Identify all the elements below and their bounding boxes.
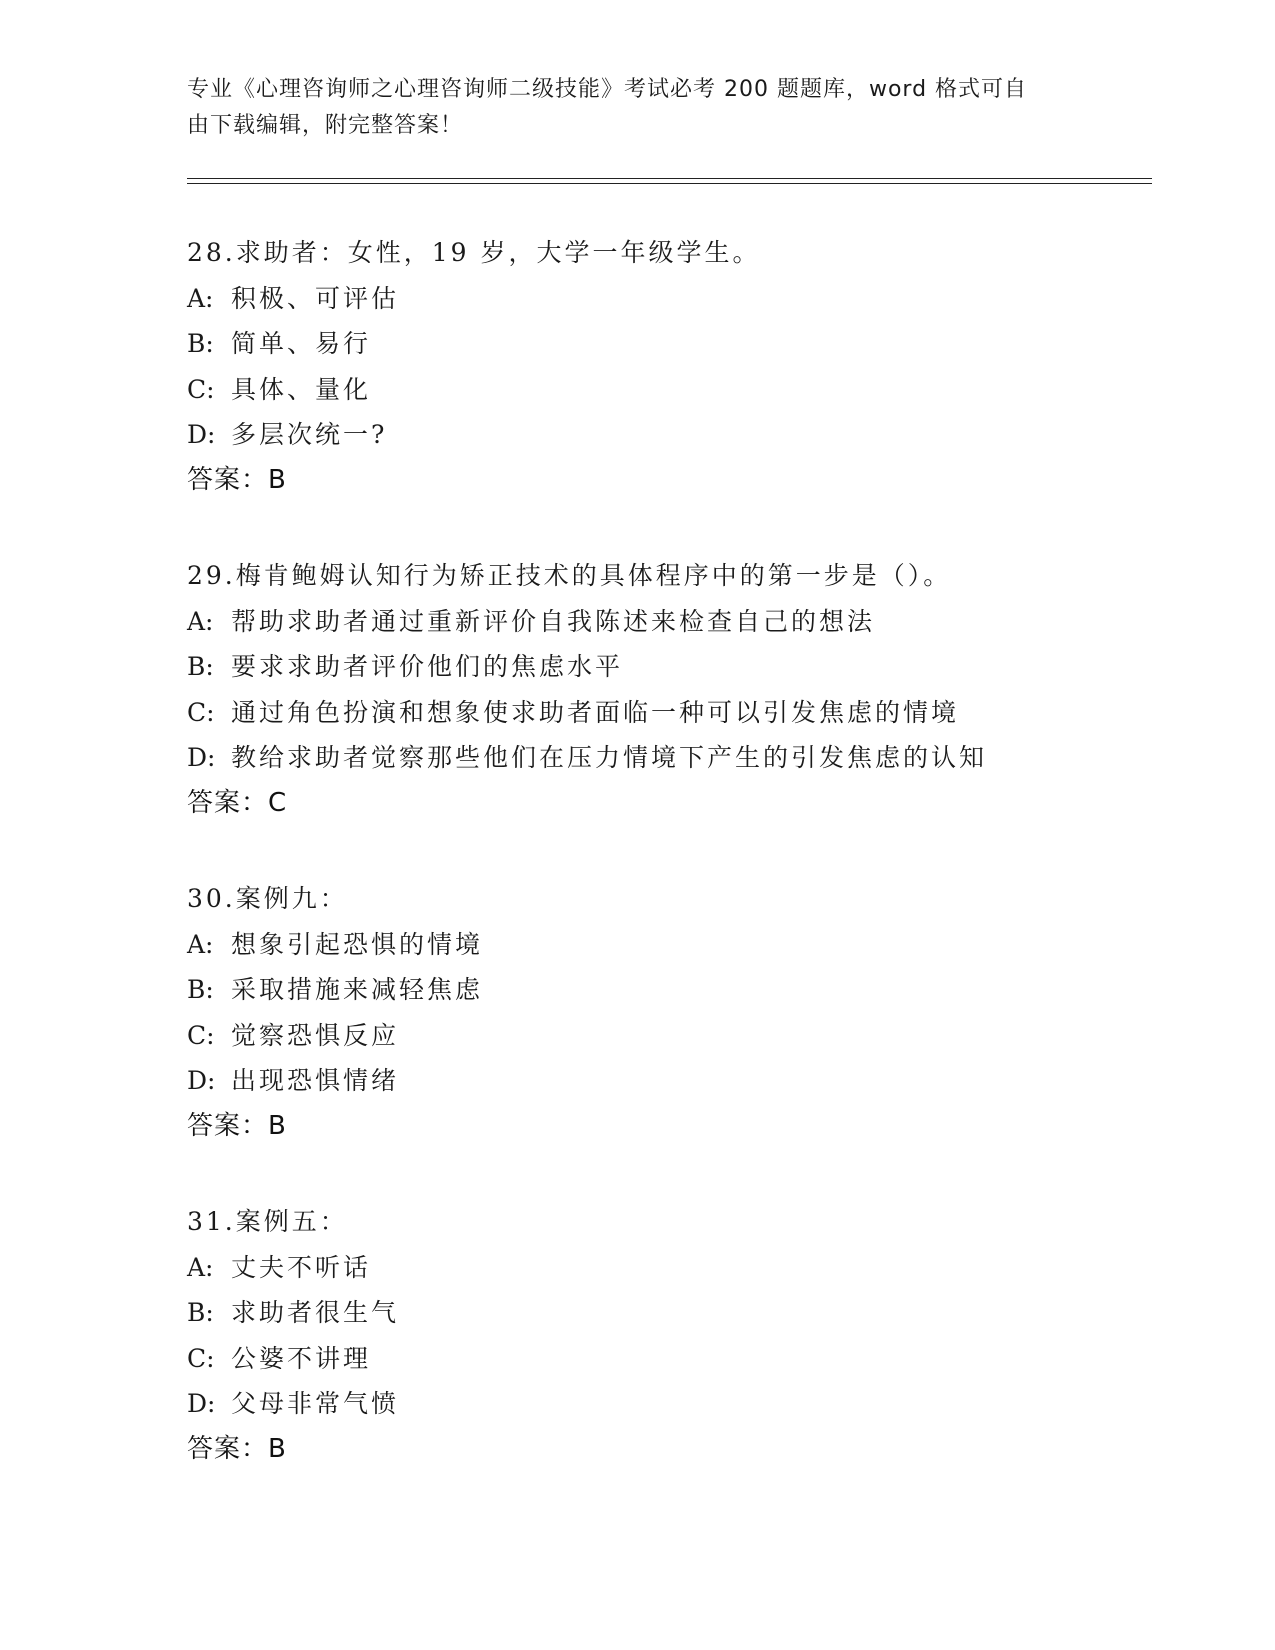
option-text: 通过角色扮演和想象使求助者面临一种可以引发焦虑的情境 bbox=[231, 697, 960, 727]
header-divider-top bbox=[187, 178, 1152, 179]
option-letter: B: bbox=[187, 975, 214, 1004]
answer-label: 答案：B bbox=[187, 1433, 287, 1464]
option-text: 积极、可评估 bbox=[231, 283, 400, 313]
option-letter: A: bbox=[187, 929, 214, 959]
option-a bbox=[187, 922, 1147, 968]
option-text: 父母非常气愤 bbox=[231, 1389, 400, 1418]
option-letter: D: bbox=[187, 1066, 216, 1095]
option-letter: A: bbox=[187, 283, 214, 313]
question-31 bbox=[187, 1199, 1147, 1472]
option-text: 觉察恐惧反应 bbox=[231, 1020, 400, 1050]
option-d bbox=[187, 1058, 1147, 1104]
option-letter: B: bbox=[187, 329, 214, 358]
option-text: 公婆不讲理 bbox=[231, 1343, 372, 1373]
answer-label: 答案：C bbox=[187, 787, 288, 818]
option-letter: D: bbox=[187, 420, 216, 449]
option-text: 要求求助者评价他们的焦虑水平 bbox=[231, 652, 624, 681]
option-text: 采取措施来减轻焦虑 bbox=[231, 975, 484, 1004]
option-letter: C: bbox=[187, 697, 215, 727]
option-c bbox=[187, 1336, 1147, 1382]
option-letter: D: bbox=[187, 1389, 216, 1418]
option-letter: D: bbox=[187, 743, 216, 772]
header-line-2: 由下载编辑，附完整答案！ bbox=[187, 113, 464, 138]
option-d bbox=[187, 412, 1147, 458]
option-c bbox=[187, 1013, 1147, 1059]
question-title: 28.求助者：女性，19 岁，大学一年级学生。 bbox=[187, 238, 761, 267]
option-text: 教给求助者觉察那些他们在压力情境下产生的引发焦虑的认知 bbox=[231, 743, 988, 772]
option-text: 帮助求助者通过重新评价自我陈述来检查自己的想法 bbox=[231, 606, 876, 636]
option-text: 具体、量化 bbox=[231, 374, 372, 404]
option-letter: A: bbox=[187, 606, 214, 636]
question-29 bbox=[187, 553, 1147, 826]
option-a bbox=[187, 276, 1147, 322]
question-30 bbox=[187, 876, 1147, 1149]
option-d bbox=[187, 1381, 1147, 1427]
option-a bbox=[187, 1245, 1147, 1291]
option-letter: A: bbox=[187, 1252, 214, 1282]
question-title: 29.梅肯鲍姆认知行为矫正技术的具体程序中的第一步是（）。 bbox=[187, 561, 952, 590]
option-text: 想象引起恐惧的情境 bbox=[231, 929, 484, 959]
option-letter: B: bbox=[187, 1298, 214, 1327]
option-text: 出现恐惧情绪 bbox=[231, 1066, 400, 1095]
option-letter: C: bbox=[187, 1020, 215, 1050]
option-b bbox=[187, 967, 1147, 1013]
option-letter: C: bbox=[187, 1343, 215, 1373]
question-title: 30.案例九： bbox=[187, 884, 348, 913]
header-line-1: 专业《心理咨询师之心理咨询师二级技能》考试必考 200 题题库，word 格式可自 bbox=[187, 77, 1028, 102]
option-c bbox=[187, 690, 1147, 736]
option-text: 丈夫不听话 bbox=[231, 1252, 372, 1282]
option-letter: B: bbox=[187, 652, 214, 681]
option-text: 多层次统一? bbox=[231, 420, 388, 449]
option-letter: C: bbox=[187, 374, 215, 404]
option-a bbox=[187, 599, 1147, 645]
option-b bbox=[187, 1290, 1147, 1336]
option-b bbox=[187, 321, 1147, 367]
question-28 bbox=[187, 230, 1147, 503]
document-header bbox=[187, 72, 1087, 144]
option-text: 求助者很生气 bbox=[231, 1298, 400, 1327]
option-d bbox=[187, 735, 1147, 781]
answer-label: 答案：B bbox=[187, 464, 287, 495]
option-c bbox=[187, 367, 1147, 413]
question-title: 31.案例五： bbox=[187, 1207, 348, 1236]
option-text: 简单、易行 bbox=[231, 329, 372, 358]
header-divider-bottom bbox=[187, 183, 1152, 184]
question-list bbox=[187, 230, 1147, 1522]
answer-label: 答案：B bbox=[187, 1110, 287, 1141]
option-b bbox=[187, 644, 1147, 690]
